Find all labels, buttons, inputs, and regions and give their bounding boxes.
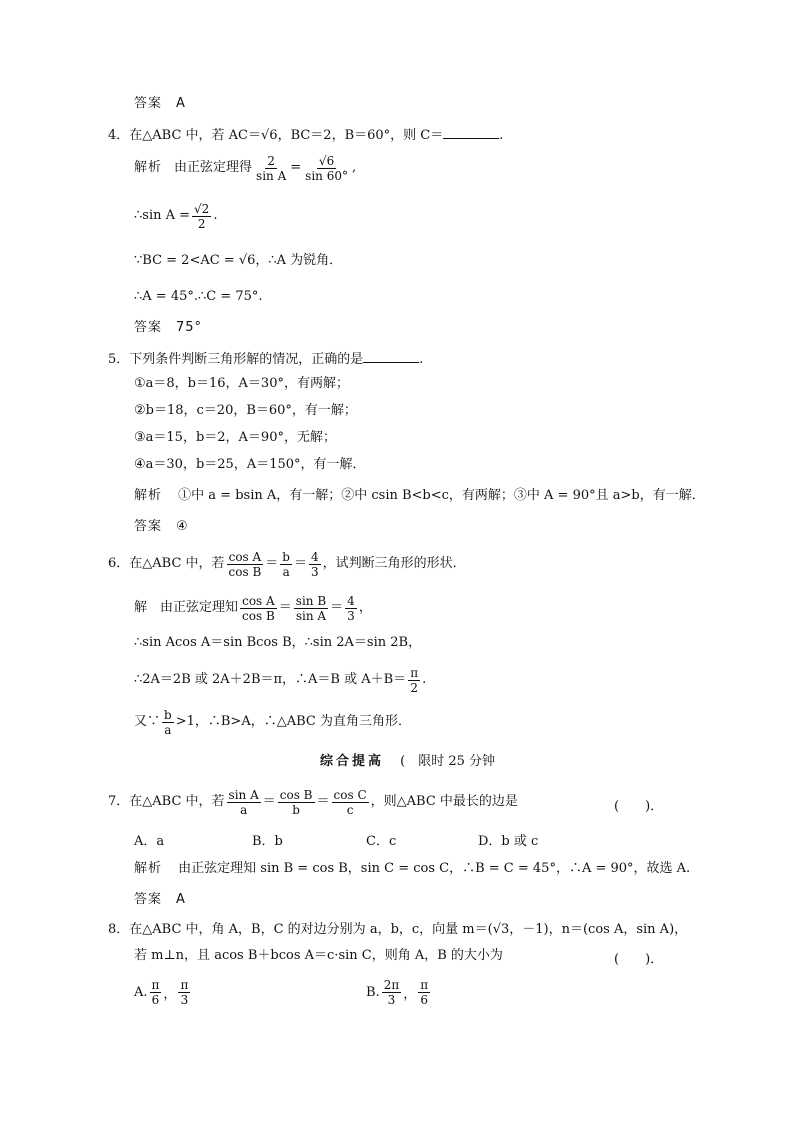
q6-l3-text: ∴2A＝2B 或 2A＋2B＝π，∴A＝B 或 A＋B＝ <box>134 672 407 687</box>
q4-l2-fraction <box>192 202 211 231</box>
q6-f2-num: b <box>282 549 290 564</box>
q6-s-f1-num: cos A <box>242 593 275 608</box>
q8-b-f1-den: 3 <box>387 992 396 1007</box>
q7-eq2: ＝ <box>316 794 330 809</box>
q8-a-fraction-2 <box>178 978 190 1007</box>
q8-option-a-label: A. <box>134 984 148 1000</box>
q4-solution-line2 <box>134 196 217 236</box>
q5-option-1: ①a＝8，b＝16，A＝30°，有两解； <box>134 376 349 391</box>
q6-l3-fraction <box>408 666 420 695</box>
q4-l2-text: ∴sin A = <box>134 208 191 223</box>
section-time-limit: ( 限时 25 分钟 <box>400 754 496 769</box>
q6-eq1: ＝ <box>265 556 279 571</box>
q4-solution-line1 <box>134 148 356 188</box>
q6-f1-num: cos A <box>228 549 262 564</box>
q6-s-comma: ， <box>358 600 372 615</box>
q6-s-f2-num: sin B <box>295 593 327 608</box>
q6-solution-label: 解 <box>134 600 149 615</box>
question-4 <box>108 126 503 144</box>
q5-text: 5．下列条件判断三角形解的情况，正确的是 <box>108 352 364 367</box>
q7-fraction-1 <box>227 788 261 817</box>
q6-s-fraction-2 <box>294 594 328 623</box>
q8-a-f2-num: π <box>180 977 189 992</box>
q4-text-b: ，BC＝2，B＝60°，则 C＝ <box>277 128 444 143</box>
q7-f1-num: sin A <box>228 787 259 802</box>
q4-solution-line3: ∵BC = 2<AC = √6，∴A 为锐角． <box>134 253 343 268</box>
q6-eq2: ＝ <box>293 556 307 571</box>
q6-f3-den: 3 <box>311 564 319 579</box>
q4-l2-den: 2 <box>197 216 206 231</box>
q6-l4-num: b <box>164 707 172 722</box>
q7-fraction-2 <box>278 788 315 817</box>
section-heading <box>320 754 495 770</box>
question-8-line2: 若 m⊥n，且 acos B＋bcos A＝c·sin C，则角 A，B 的大小为 <box>134 948 503 963</box>
q7-option-d[interactable]: D．b 或 c <box>478 834 539 849</box>
q6-text-b: ，试判断三角形的形状． <box>322 556 466 571</box>
q8-option-b[interactable] <box>366 972 432 1012</box>
q6-solution-line4 <box>134 702 411 742</box>
q6-l4-den: a <box>164 722 172 737</box>
q8-b-f2-num: π <box>420 977 429 992</box>
q6-l3-num: π <box>410 665 419 680</box>
answer-5: 答案 ④ <box>134 519 189 534</box>
q4-solution-text: 由正弦定理得 <box>174 160 253 175</box>
q5-option-3: ③a＝15，b＝2，A＝90°，无解； <box>134 430 336 445</box>
q8-b-f2-den: 6 <box>420 992 428 1007</box>
q8-a-f1-num: π <box>151 977 160 992</box>
q7-f3-num: cos C <box>333 787 367 802</box>
q6-text-a: 6．在△ABC 中，若 <box>108 556 225 571</box>
q4-blank[interactable] <box>443 126 499 139</box>
question-6 <box>108 544 466 584</box>
q6-s-eq2: ＝ <box>330 600 344 615</box>
q4-sqrt6: √6 <box>261 128 278 143</box>
q8-b-sep: ， <box>403 986 417 1002</box>
q4-fraction-2 <box>303 154 350 183</box>
q8-b-fraction-2 <box>418 978 430 1007</box>
q6-l3-period: . <box>422 672 427 687</box>
q5-solution-text: ①中 a = bsin A，有一解；②中 csin B<b<c，有两解；③中 A = 90°且 a>b，有一解． <box>178 488 705 503</box>
q5-period: . <box>419 352 424 367</box>
q4-f1-num: 2 <box>267 153 275 168</box>
q4-text-a: 4．在△ABC 中，若 AC＝ <box>108 128 261 143</box>
q8-b-f1-num: 2π <box>383 977 400 992</box>
q4-l2-num: √2 <box>194 201 210 216</box>
q7-f2-den: b <box>292 802 300 817</box>
q8-a-f2-den: 3 <box>180 992 189 1007</box>
q6-l4-text-b: >1，∴B>A，∴△ABC 为直角三角形． <box>175 714 411 729</box>
question-7 <box>108 782 518 822</box>
q4-period: . <box>499 128 504 143</box>
answer-3: 答案 A <box>134 96 186 111</box>
q4-fraction-1 <box>254 154 288 183</box>
q8-b-fraction-1 <box>382 978 402 1007</box>
q7-f1-den: a <box>240 802 248 817</box>
q7-answer-paren[interactable]: ( )． <box>614 799 664 814</box>
q5-blank[interactable] <box>363 350 419 363</box>
q4-equals: = <box>290 160 302 175</box>
q8-option-a[interactable] <box>134 972 192 1012</box>
answer-7: 答案 A <box>134 892 186 907</box>
q7-solution <box>134 861 690 877</box>
q8-a-f1-den: 6 <box>151 992 160 1007</box>
q8-a-sep: ， <box>163 986 177 1002</box>
q4-f2-den: sin 60° <box>305 168 348 183</box>
q6-l4-fraction <box>162 708 174 737</box>
question-8-line1: 8．在△ABC 中，角 A，B，C 的对边分别为 a，b，c，向量 m＝(√3，－1)，n＝(cos A，sin A)， <box>108 922 688 937</box>
q4-l2-period: . <box>213 208 218 223</box>
q7-f3-den: c <box>346 802 354 817</box>
q6-solution-line1 <box>134 588 372 628</box>
q6-f2-den: a <box>282 564 290 579</box>
q6-fraction-2 <box>280 550 292 579</box>
q7-option-a[interactable]: A．a <box>134 834 165 849</box>
q6-solution-line3 <box>134 660 426 700</box>
q7-solution-text: 由正弦定理知 sin B = cos B，sin C = cos C，∴B = C = 45°，∴A = 90°，故选 A. <box>178 861 691 876</box>
q8-answer-paren[interactable]: ( )． <box>614 952 664 967</box>
q8-option-b-label: B. <box>366 984 380 1000</box>
q6-fraction-3 <box>309 550 321 579</box>
q6-fraction-1 <box>227 550 264 579</box>
q6-solution-line2: ∴sin Acos A＝sin Bcos B，∴sin 2A＝sin 2B， <box>134 635 422 650</box>
q7-solution-label: 解析 <box>134 861 163 876</box>
q6-l4-text-a: 又∵ <box>134 714 161 729</box>
q7-text-b: ，则△ABC 中最长的边是 <box>370 794 518 809</box>
section-title: 综合提高 <box>320 754 385 769</box>
q4-f1-den: sin A <box>256 168 287 183</box>
q7-fraction-3 <box>332 788 369 817</box>
q6-f3-num: 4 <box>311 549 319 564</box>
q7-eq1: ＝ <box>262 794 276 809</box>
q6-s-eq1: ＝ <box>278 600 292 615</box>
q8-a-fraction-1 <box>150 978 162 1007</box>
q6-s-f2-den: sin A <box>295 608 327 623</box>
q7-option-b[interactable]: B．b <box>252 834 283 849</box>
q4-comma: , <box>351 160 357 175</box>
q6-s-f3-num: 4 <box>347 593 355 608</box>
q4-f2-num: √6 <box>318 153 335 168</box>
q5-option-2: ②b＝18，c＝20，B＝60°，有一解； <box>134 403 357 418</box>
q6-s-f3-den: 3 <box>347 608 355 623</box>
q7-f2-num: cos B <box>279 787 313 802</box>
q5-solution-label: 解析 <box>134 488 163 503</box>
q6-s-fraction-3 <box>345 594 357 623</box>
q6-l3-den: 2 <box>410 680 418 695</box>
q5-option-4: ④a＝30，b＝25，A＝150°，有一解． <box>134 457 366 472</box>
question-5 <box>108 350 423 368</box>
q7-option-c[interactable]: C．c <box>366 834 397 849</box>
q4-solution-label: 解析 <box>134 160 163 175</box>
q6-f1-den: cos B <box>228 564 262 579</box>
q6-solution-text: 由正弦定理知 <box>160 600 239 615</box>
q4-solution-line4: ∴A = 45°.∴C = 75°. <box>134 289 263 304</box>
q6-s-f1-den: cos B <box>242 608 275 623</box>
q7-text-a: 7．在△ABC 中，若 <box>108 794 225 809</box>
q6-s-fraction-1 <box>240 594 277 623</box>
answer-4: 答案 75° <box>134 320 203 335</box>
q5-solution <box>134 488 705 504</box>
